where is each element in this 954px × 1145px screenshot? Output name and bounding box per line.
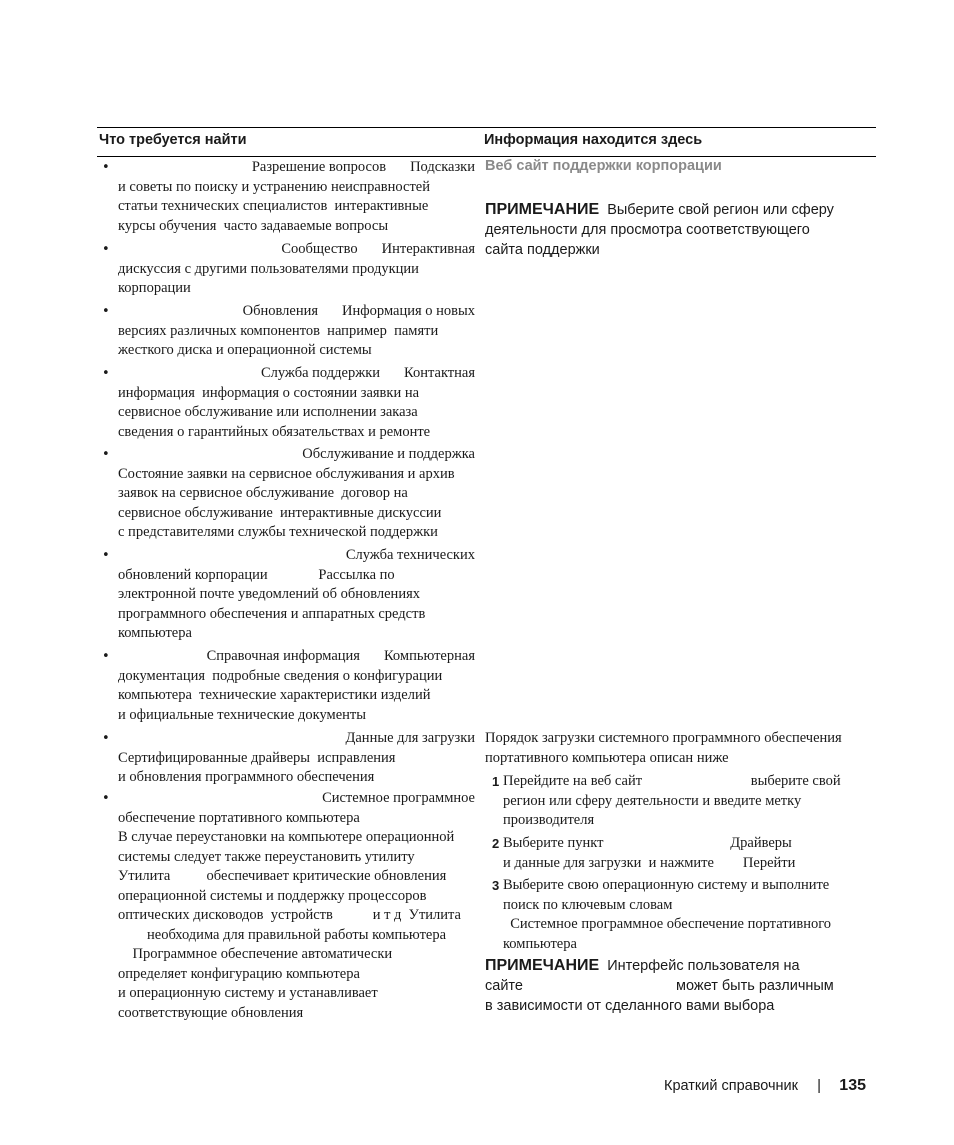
step-line: Выберите пункт Драйверы (503, 835, 792, 851)
list-item-topic: Служба поддержки (260, 365, 381, 381)
list-item (100, 240, 475, 299)
list-item-subtopic: Информация о новых (342, 303, 475, 319)
list-item-text-line: и обновления программного обеспечения (118, 769, 375, 785)
step-line: производителя (503, 812, 595, 828)
list-item-text-line: сервисное обслуживание интерактивные дискуссии (118, 504, 442, 521)
bullet-icon: • (102, 548, 110, 563)
list-item-text-line: статьи технических специалистов интерактивные (118, 198, 429, 214)
list-item-topic: Данные для загрузки (345, 730, 475, 746)
list-item-topic: Служба технических (345, 547, 475, 563)
list-item-text-line: документация подробные сведения о конфигурации (118, 667, 443, 684)
intro-line: Порядок загрузки системного программного обеспечения (485, 730, 842, 746)
list-item (100, 546, 475, 644)
step-line: регион или сферу деятельности и введите метку (503, 792, 802, 809)
bullet-icon: • (102, 160, 110, 175)
list-item (100, 789, 475, 1023)
list-item-title-line (100, 729, 475, 749)
list-item-subtopic: Компьютерная (383, 648, 475, 664)
list-item-text-line: информация информация о состоянии заявки на (118, 384, 420, 401)
list-item-text-line: сервисное обслуживание или исполнении заказа (118, 404, 418, 420)
bullet-icon: • (102, 649, 110, 664)
note-line: в зависимости от сделанного вами выбора (485, 998, 775, 1014)
list-item-text-line: программного обеспечения и аппаратных средств (118, 605, 426, 622)
list-item-subtopic: Контактная (404, 365, 475, 381)
list-item-text-line: компьютера (118, 625, 192, 641)
list-item-text-line: курсы обучения часто задаваемые вопросы (118, 217, 389, 234)
list-item-topic: Обслуживание и поддержка (302, 446, 475, 462)
bullet-icon: • (102, 304, 110, 319)
step-number: 3 (492, 878, 500, 893)
note-block-2 (485, 956, 875, 1016)
list-item-topic: Сообщество (281, 241, 358, 257)
list-item-text-line: Сертифицированные драйверы исправления (118, 749, 396, 766)
note-label: ПРИМЕЧАНИЕ (485, 201, 600, 218)
list-item-text-line: необходима для правильной работы компьютера (118, 926, 447, 943)
note-line: Выберите свой регион или сферу (607, 202, 834, 218)
note-block-1 (485, 200, 875, 260)
step-line: поиск по ключевым словам (503, 896, 673, 913)
list-item (100, 158, 475, 236)
note-line: сайте может быть различным (485, 978, 834, 994)
list-item-text-line: компьютера технические характеристики изделий (118, 687, 431, 703)
step-2 (492, 834, 877, 874)
step-number: 1 (492, 774, 500, 789)
list-item-text-line: обеспечение портативного компьютера (118, 809, 360, 826)
list-item-text-line: Программное обеспечение автоматически (118, 946, 393, 962)
download-intro (485, 729, 875, 768)
list-item-text-line: с представителями службы технической поддержки (118, 524, 438, 540)
bullet-icon: • (102, 366, 110, 381)
intro-line: портативного компьютера описан ниже (485, 749, 729, 766)
list-item-text-line: и официальные технические документы (118, 706, 367, 723)
list-item-text-line: и операционную систему и устанавливает (118, 985, 378, 1001)
list-item-text-line: системы следует также переустановить утилиту (118, 848, 415, 865)
list-item (100, 445, 475, 543)
list-item-subtopic: Интерактивная (381, 241, 475, 257)
list-item-title-line (100, 158, 475, 178)
list-item-topic: Справочная информация (206, 648, 360, 664)
list-item-topic: Разрешение вопросов (251, 159, 387, 175)
bullet-icon: • (102, 242, 110, 257)
step-line: Перейдите на веб сайт выберите свой (503, 773, 841, 789)
list-item (100, 647, 475, 725)
note-label: ПРИМЕЧАНИЕ (485, 957, 600, 974)
list-item-text-line: оптических дисководов устройств и т д Утилита (118, 907, 461, 923)
list-item-topic: Обновления (242, 303, 319, 319)
list-item-topic: Системное программное (322, 790, 475, 806)
table-header (97, 127, 876, 157)
list-item-text-line: версиях различных компонентов например памяти (118, 322, 439, 339)
list-item-title-line (100, 240, 475, 260)
list-item-text-line: и советы по поиску и устранению неисправностей (118, 178, 430, 195)
footer-separator: | (817, 1077, 821, 1094)
list-item-text-line: В случае переустановки на компьютере операционной (118, 829, 455, 845)
page-number: 135 (839, 1077, 866, 1094)
list-item (100, 729, 475, 788)
list-item-text-line: операционной системы и поддержку процессоров (118, 887, 427, 904)
list-item-text-line: Утилита обеспечивает критические обновления (118, 868, 447, 884)
note-line: сайта поддержки (485, 242, 600, 258)
support-site-heading: Веб сайт поддержки корпорации (485, 158, 722, 174)
note-line: Интерфейс пользователя на (607, 958, 800, 974)
list-item-title-line (100, 647, 475, 667)
list-item-text-line: определяет конфигурацию компьютера (118, 965, 360, 982)
list-item-title-line (100, 445, 475, 465)
list-item-title-line (100, 546, 475, 566)
step-line: Выберите свою операционную систему и выполните (503, 877, 830, 893)
list-item-text-line: обновлений корпорации Рассылка по (118, 566, 395, 583)
list-item-text-line: Состояние заявки на сервисное обслуживания и архив (118, 465, 455, 482)
footer-title: Краткий справочник (664, 1078, 798, 1094)
page-footer (600, 1077, 866, 1097)
column-header-what-to-find: Что требуется найти (99, 132, 247, 148)
list-item-text-line: дискуссия с другими пользователями продукции (118, 260, 419, 277)
list-item-text-line: заявок на сервисное обслуживание договор на (118, 485, 408, 501)
step-1 (492, 772, 877, 832)
list-item-text-line: корпорации (118, 280, 191, 296)
bullet-icon: • (102, 447, 110, 462)
list-item (100, 302, 475, 361)
bullet-icon: • (102, 791, 110, 806)
list-item-text-line: электронной почте уведомлений об обновлениях (118, 586, 420, 602)
list-item (100, 364, 475, 442)
list-item-text-line: жесткого диска и операционной системы (118, 342, 372, 358)
list-item-title-line (100, 364, 475, 384)
step-3 (492, 876, 877, 956)
step-line: Системное программное обеспечение портативного (503, 916, 832, 932)
step-line: и данные для загрузки и нажмите Перейти (503, 854, 796, 871)
list-item-title-line (100, 302, 475, 322)
list-item-title-line (100, 789, 475, 809)
bullet-icon: • (102, 731, 110, 746)
step-number: 2 (492, 836, 500, 851)
column-header-where-found: Информация находится здесь (484, 132, 703, 148)
list-item-text-line: сведения о гарантийных обязательствах и ремонте (118, 423, 431, 440)
note-line: деятельности для просмотра соответствующего (485, 222, 810, 238)
list-item-text-line: соответствующие обновления (118, 1004, 304, 1021)
list-item-subtopic: Подсказки (410, 159, 475, 175)
step-line: компьютера (503, 935, 577, 952)
